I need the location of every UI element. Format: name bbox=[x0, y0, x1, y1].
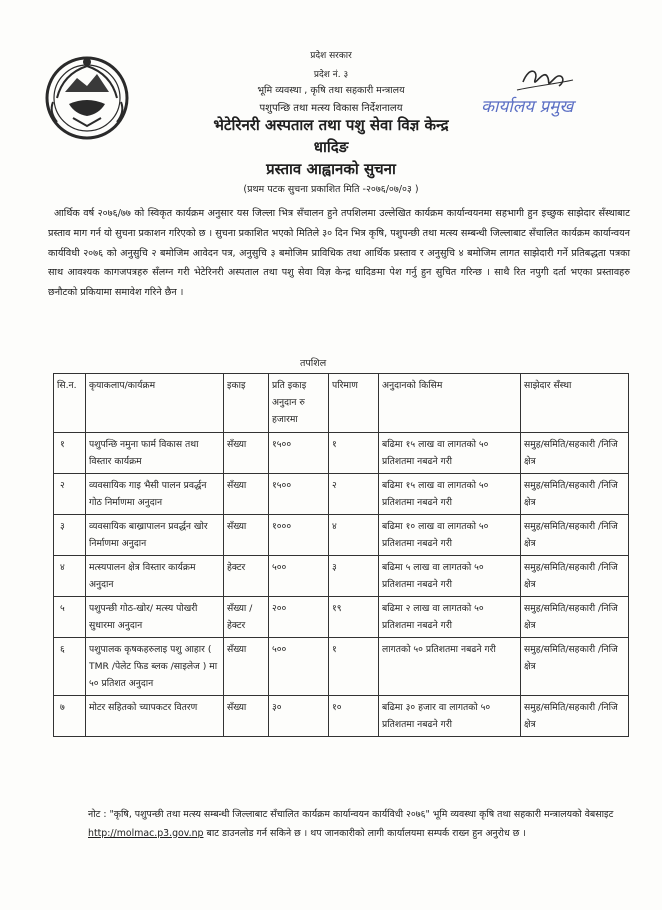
cell-unit: सँख्या / हेक्टर bbox=[224, 597, 269, 638]
table-row bbox=[54, 515, 629, 556]
header-serial: सि.न. bbox=[54, 374, 86, 433]
header-grant-per-unit: प्रति इकाइ अनुदान रु हजारमा bbox=[269, 374, 329, 433]
cell-grant-per-unit: ५०० bbox=[269, 638, 329, 696]
cell-partner: समुह/समिति/सहकारी /निजि क्षेत्र bbox=[521, 515, 629, 556]
note-text: नोट : "कृषि, पशुपन्छी तथा मत्स्य सम्बन्धी जिल्लाबाट सँचालित कार्यक्रम कार्यान्वयन कार्यविधी २०७६" भूमि व्यवस्था कृषि तथा सहकारी मन्त्रालयको वेबसाइट bbox=[88, 809, 614, 820]
cell-quantity: १० bbox=[329, 696, 379, 737]
header-partner: साझेदार सँस्था bbox=[521, 374, 629, 433]
cell-grant-type: लागतको ५० प्रतिशतमा नबढने गरी bbox=[379, 638, 521, 696]
notice-subtitle: (प्रथम पटक सुचना प्रकाशित मिति -२०७६/०७/०३ ) bbox=[243, 184, 419, 195]
cell-grant-type: बढिमा २ लाख वा लागतको ५० प्रतिशतमा नबढने गरी bbox=[379, 597, 521, 638]
cell-grant-type: बढिमा १५ लाख वा लागतको ५० प्रतिशतमा नबढने गरी bbox=[379, 474, 521, 515]
cell-serial: ६ bbox=[54, 638, 86, 696]
cell-grant-per-unit: १५०० bbox=[269, 474, 329, 515]
cell-serial: ७ bbox=[54, 696, 86, 737]
cell-serial: ४ bbox=[54, 556, 86, 597]
cell-partner: समुह/समिति/सहकारी /निजि क्षेत्र bbox=[521, 638, 629, 696]
cell-quantity: ४ bbox=[329, 515, 379, 556]
header-grant-type: अनुदानको किसिम bbox=[379, 374, 521, 433]
cell-activity: पशुपन्छी गोठ-खोर/ मत्स्य पोखरी सुधारमा अनुदान bbox=[86, 597, 224, 638]
cell-quantity: २ bbox=[329, 474, 379, 515]
cell-activity: मत्स्यपालन क्षेत्र विस्तार कार्यक्रम अनुदान bbox=[86, 556, 224, 597]
program-details-table bbox=[53, 373, 629, 737]
table-row bbox=[54, 556, 629, 597]
header-district: धादिङ bbox=[313, 138, 349, 156]
table-row bbox=[54, 433, 629, 474]
cell-partner: समुह/समिति/सहकारी /निजि क्षेत्र bbox=[521, 696, 629, 737]
cell-grant-per-unit: १५०० bbox=[269, 433, 329, 474]
cell-serial: ५ bbox=[54, 597, 86, 638]
cell-serial: ३ bbox=[54, 515, 86, 556]
cell-grant-per-unit: ३० bbox=[269, 696, 329, 737]
ministry-website-link[interactable]: http://molmac.p3.gov.np bbox=[88, 827, 204, 839]
cell-unit: सँख्या bbox=[224, 638, 269, 696]
cell-activity: मोटर सहितको च्यापकटर वितरण bbox=[86, 696, 224, 737]
notice-body-paragraph: आर्थिक वर्ष २०७६/७७ को स्विकृत कार्यक्रम अनुसार यस जिल्ला भित्र सँचालन हुने तपशिलमा उल्लेखित कार्यक्रम कार्यान्वयनमा सहभागी हुन इच्छुक साझेदार सँस्थाबाट प्रस्ताव माग गर्न यो सुचना प्रकाशन गरिएको छ । सुचना प्रकाशित भएको मितिले ३० दिन भित्र कृषि, पशुपन्छी तथा मत्स्य सम्बन्धी जिल्लाबाट सँचालित कार्यक्रम कार्यान्वयन कार्यविधी २०७६ को अनुसुचि २ बमोजिम आवेदन पत्र, अनुसुचि ३ बमोजिम प्राविधिक तथा आर्थिक प्रस्ताव र अनुसुचि ४ बमोजिम लागत साझेदारी गर्ने प्रतिबद्धता पत्रका साथ आवश्यक कागजपत्रहरु सँलग्न गरी भेटेरिनरी अस्पताल तथा पशु सेवा विज्ञ केन्द्र धादिङमा पेश गर्नु हुन सुचित गरिन्छ । साथै रित नपुगी दर्ता भएका प्रस्तावहरु छनौटको प्रकियामा समावेश गरिने छैन । bbox=[48, 208, 630, 299]
header-office-name: भेटेरिनरी अस्पताल तथा पशु सेवा विज्ञ केन्द्र bbox=[213, 116, 449, 134]
office-chief-signature-stamp bbox=[475, 60, 585, 122]
cell-activity: व्यवसायिक गाइ भैसी पालन प्रवर्द्धन गोठ निर्माणमा अनुदान bbox=[86, 474, 224, 515]
header-province-number: प्रदेश नं. ३ bbox=[313, 70, 349, 80]
cell-partner: समुह/समिति/सहकारी /निजि क्षेत्र bbox=[521, 433, 629, 474]
cell-unit: सँख्या bbox=[224, 515, 269, 556]
cell-unit: सँख्या bbox=[224, 474, 269, 515]
cell-activity: व्यवसायिक बाख्रापालन प्रवर्द्धन खोर निर्माणमा अनुदान bbox=[86, 515, 224, 556]
cell-serial: २ bbox=[54, 474, 86, 515]
cell-unit: हेक्टर bbox=[224, 556, 269, 597]
header-unit: इकाइ bbox=[224, 374, 269, 433]
cell-partner: समुह/समिति/सहकारी /निजि क्षेत्र bbox=[521, 474, 629, 515]
note-text-suffix: बाट डाउनलोड गर्न सकिने छ । थप जानकारीको लागी कार्यालयमा सम्पर्क राख्न हुन अनुरोध छ । bbox=[206, 827, 526, 839]
cell-activity: पशुपन्छि नमुना फार्म विकास तथा विस्तार कार्यक्रम bbox=[86, 433, 224, 474]
table-row bbox=[54, 696, 629, 737]
nepal-government-emblem-icon bbox=[43, 52, 131, 144]
cell-unit: सँख्या bbox=[224, 696, 269, 737]
cell-quantity: १ bbox=[329, 638, 379, 696]
table-header-row bbox=[54, 374, 629, 433]
header-ministry: भूमि व्यवस्था , कृषि तथा सहकारी मन्त्रालय bbox=[257, 85, 405, 96]
cell-quantity: १९ bbox=[329, 597, 379, 638]
cell-grant-type: बढिमा ३० हजार वा लागतको ५० प्रतिशतमा नबढने गरी bbox=[379, 696, 521, 737]
header-quantity: परिमाण bbox=[329, 374, 379, 433]
header-activity: कृयाकलाप/कार्यक्रम bbox=[86, 374, 224, 433]
cell-grant-type: बढिमा १० लाख वा लागतको ५० प्रतिशतमा नबढने गरी bbox=[379, 515, 521, 556]
cell-serial: १ bbox=[54, 433, 86, 474]
cell-quantity: ३ bbox=[329, 556, 379, 597]
cell-unit: सँख्या bbox=[224, 433, 269, 474]
cell-activity: पशुपालक कृषकहरुलाइ पशु आहार ( TMR /पेलेट फिड ब्लक /साइलेज ) मा ५० प्रतिशत अनुदान bbox=[86, 638, 224, 696]
cell-quantity: १ bbox=[329, 433, 379, 474]
table-caption: तपशिल bbox=[300, 358, 327, 369]
notice-title: प्रस्ताव आह्वानको सुचना bbox=[266, 160, 396, 178]
cell-grant-per-unit: २०० bbox=[269, 597, 329, 638]
stamp-text: कार्यालय प्रमुख bbox=[481, 97, 574, 117]
table-row bbox=[54, 597, 629, 638]
table-row bbox=[54, 474, 629, 515]
cell-partner: समुह/समिति/सहकारी /निजि क्षेत्र bbox=[521, 597, 629, 638]
cell-grant-per-unit: १००० bbox=[269, 515, 329, 556]
notice-footnote bbox=[88, 806, 628, 843]
header-province-government: प्रदेश सरकार bbox=[310, 51, 352, 61]
cell-partner: समुह/समिति/सहकारी /निजि क्षेत्र bbox=[521, 556, 629, 597]
cell-grant-type: बढिमा १५ लाख वा लागतको ५० प्रतिशतमा नबढने गरी bbox=[379, 433, 521, 474]
table-row bbox=[54, 638, 629, 696]
cell-grant-per-unit: ५०० bbox=[269, 556, 329, 597]
cell-grant-type: बढिमा ५ लाख वा लागतको ५० प्रतिशतमा नबढने गरी bbox=[379, 556, 521, 597]
header-directorate: पशुपन्छि तथा मत्स्य विकास निर्देशनालय bbox=[259, 103, 403, 114]
